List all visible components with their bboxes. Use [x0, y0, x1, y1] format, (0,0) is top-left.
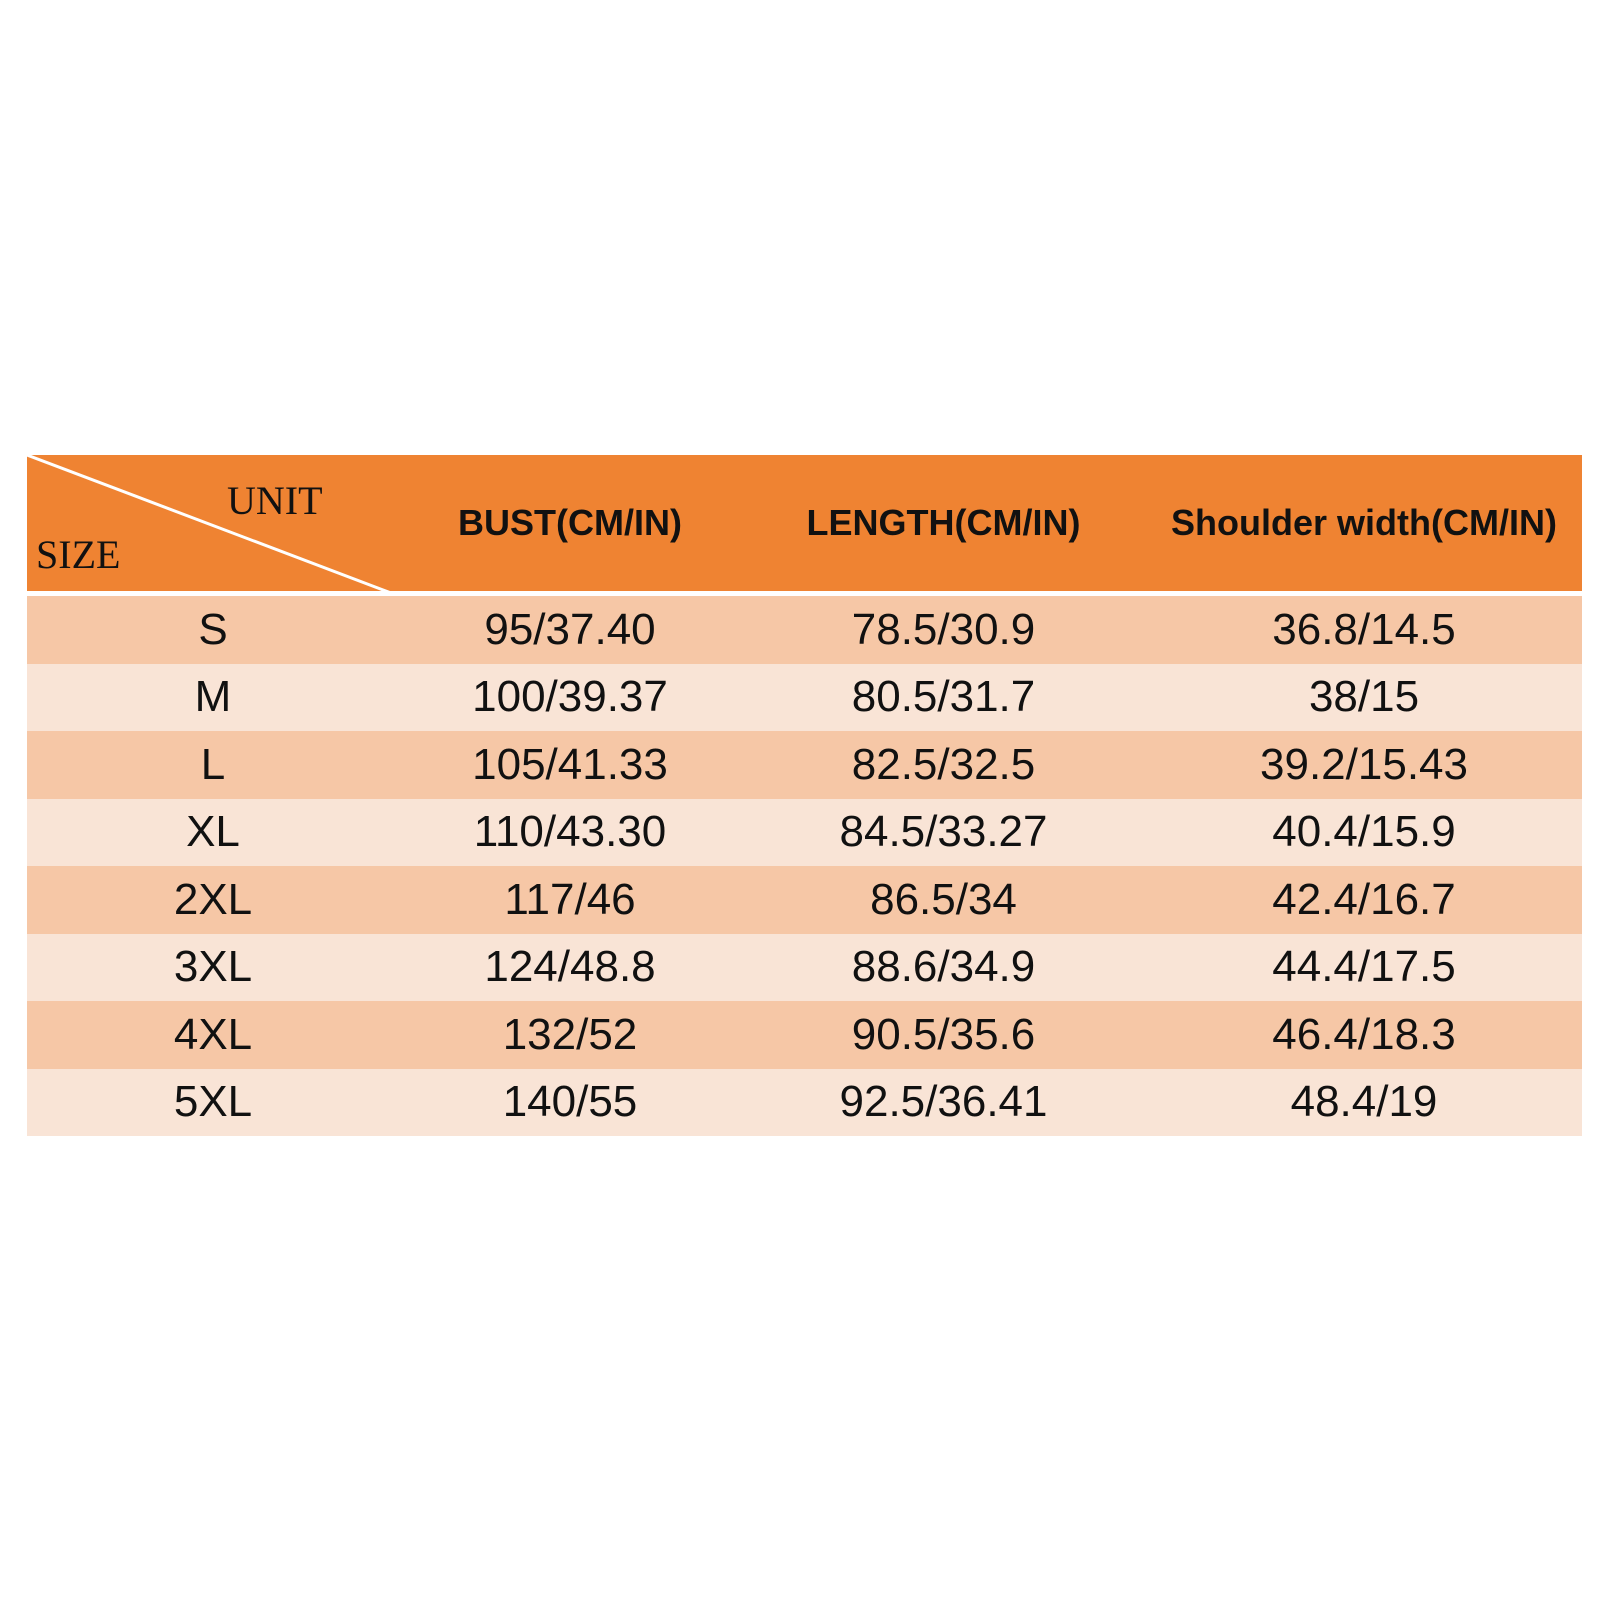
- size-cell: 4XL: [173, 1009, 253, 1059]
- length-cell: 78.5/30.9: [851, 604, 1036, 654]
- length-cell: 84.5/33.27: [839, 807, 1048, 857]
- shoulder-cell: 44.4/17.5: [1272, 942, 1456, 992]
- table-header-row: [27, 455, 1582, 596]
- column-header-length: LENGTH(CM/IN): [741, 455, 1146, 596]
- bust-cell: 100/39.37: [472, 672, 668, 722]
- table-row: [27, 934, 1582, 1002]
- table-row: [27, 596, 1582, 664]
- column-header-shoulder: Shoulder width(CM/IN): [1146, 455, 1582, 596]
- size-cell: 3XL: [173, 942, 253, 992]
- length-cell: 82.5/32.5: [851, 739, 1036, 789]
- size-cell: L: [200, 739, 226, 789]
- bust-cell: 95/37.40: [484, 604, 656, 654]
- corner-size-label: SIZE: [36, 532, 121, 577]
- bust-cell: 132/52: [502, 1009, 638, 1059]
- shoulder-cell: 40.4/15.9: [1272, 807, 1456, 857]
- bust-cell: 124/48.8: [484, 942, 656, 992]
- table-row: [27, 664, 1582, 732]
- length-cell: 80.5/31.7: [851, 672, 1036, 722]
- size-cell: 2XL: [173, 874, 253, 924]
- shoulder-cell: 38/15: [1308, 672, 1420, 722]
- bust-cell: 110/43.30: [473, 807, 667, 857]
- bust-cell: 140/55: [502, 1077, 638, 1127]
- corner-unit-label: UNIT: [227, 478, 323, 523]
- shoulder-cell: 39.2/15.43: [1260, 739, 1468, 789]
- size-cell: 5XL: [173, 1077, 253, 1127]
- size-cell: M: [194, 672, 232, 722]
- shoulder-cell: 42.4/16.7: [1272, 874, 1456, 924]
- length-cell: 92.5/36.41: [839, 1077, 1048, 1127]
- shoulder-cell: 46.4/18.3: [1272, 1009, 1456, 1059]
- bust-cell: 117/46: [504, 874, 636, 924]
- size-cell: XL: [186, 807, 240, 857]
- table-row: [27, 1001, 1582, 1069]
- length-cell: 90.5/35.6: [851, 1009, 1036, 1059]
- column-header-bust: BUST(CM/IN): [399, 455, 741, 596]
- size-cell: S: [198, 604, 228, 654]
- bust-cell: 105/41.33: [472, 739, 668, 789]
- table-row: [27, 731, 1582, 799]
- table-row: [27, 866, 1582, 934]
- size-chart-table: [27, 455, 1582, 1136]
- shoulder-cell: 36.8/14.5: [1272, 604, 1456, 654]
- length-cell: 86.5/34: [870, 874, 1017, 924]
- shoulder-cell: 48.4/19: [1290, 1077, 1438, 1127]
- table-row: [27, 1069, 1582, 1137]
- corner-header-cell: [27, 455, 399, 596]
- table-row: [27, 799, 1582, 867]
- length-cell: 88.6/34.9: [851, 942, 1036, 992]
